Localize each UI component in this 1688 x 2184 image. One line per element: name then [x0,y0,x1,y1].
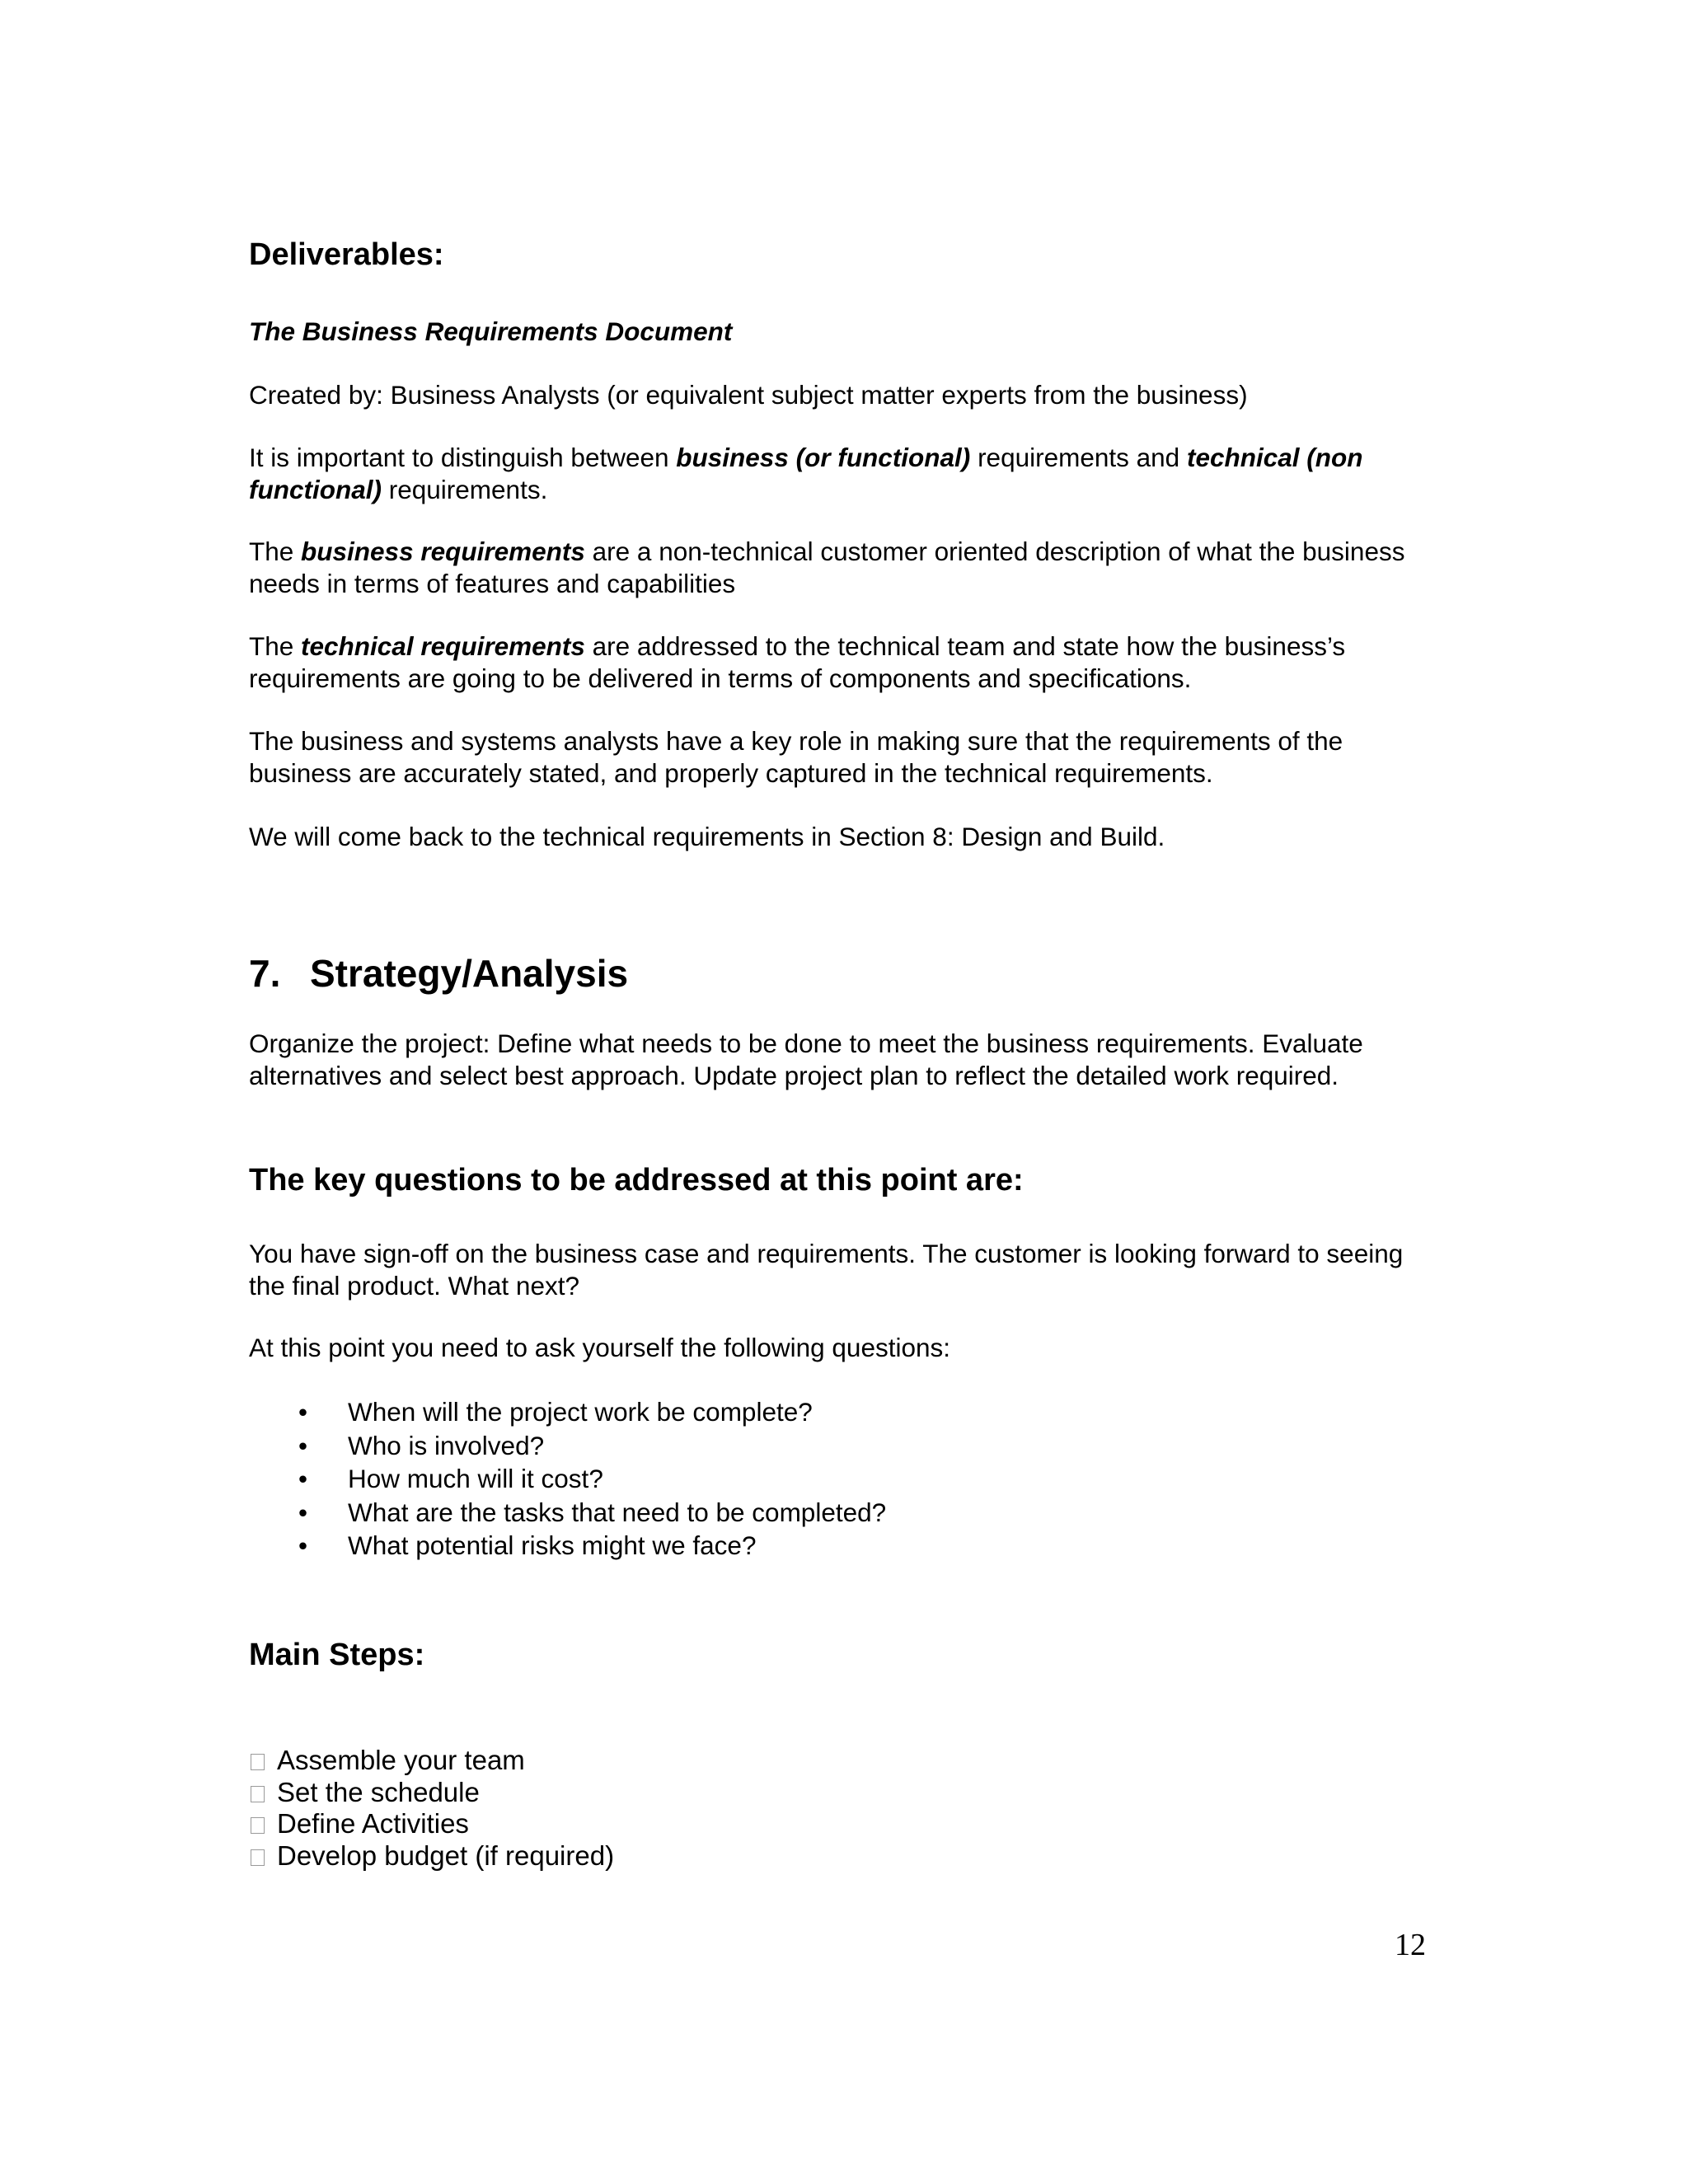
business-requirements-term: business requirements [301,537,585,566]
list-item [249,1529,1444,1563]
question-text: What potential risks might we face? [348,1530,757,1560]
section-title: Strategy/Analysis [310,952,629,995]
step-text: Develop budget (if required) [277,1840,615,1871]
document-title: The Business Requirements Document [249,316,733,346]
business-requirements-paragraph [249,536,1444,599]
checkbox-icon [251,1786,265,1802]
created-by-text: Created by: Business Analysts (or equivalent subject matter experts from the business) [249,380,1248,410]
functional-term: business (or functional) [676,443,971,472]
come-back-paragraph: We will come back to the technical requirements in Section 8: Design and Build. [249,822,1165,851]
non-functional-term: technical (non functional) [249,443,1363,504]
checkbox-icon [251,1849,265,1866]
sign-off-paragraph: You have sign-off on the business case and requirements. The customer is looking forward to seeing the final product. What next? [249,1239,1404,1301]
list-item [249,1745,1444,1777]
section-number: 7. [249,952,281,995]
business-req-post: are a non-technical customer oriented description of what the business needs in terms of features and capabilities [249,537,1405,598]
questions-list [249,1395,1444,1563]
key-questions-heading: The key questions to be addressed at this point are: [249,1163,1024,1197]
deliverables-heading: Deliverables: [249,237,444,272]
checkbox-icon [251,1817,265,1834]
technical-requirements-paragraph [249,630,1444,694]
step-text: Define Activities [277,1808,469,1839]
step-text: Assemble your team [277,1745,525,1775]
distinguish-mid: requirements and [970,443,1187,472]
question-text: Who is involved? [348,1430,545,1460]
section-intro-paragraph: Organize the project: Define what needs to be done to meet the business requirements. Evaluate alternatives and select best approach. Update project plan to reflect the detailed work required. [249,1029,1363,1090]
main-steps-heading: Main Steps: [249,1638,425,1672]
distinguish-pre: It is important to distinguish between [249,443,677,472]
question-text: How much will it cost? [348,1464,603,1493]
main-steps-list [249,1745,1444,1872]
document-page [249,0,1444,2184]
list-item [249,1462,1444,1496]
checkbox-icon [251,1754,265,1770]
question-text: When will the project work be complete? [348,1397,813,1427]
business-req-pre: The [249,537,302,566]
list-item [249,1777,1444,1809]
list-item [249,1840,1444,1872]
list-item [249,1395,1444,1429]
distinguish-post: requirements. [381,474,548,504]
page-number: 12 [1395,1928,1426,1962]
ask-yourself-paragraph: At this point you need to ask yourself the following questions: [249,1333,951,1362]
list-item [249,1808,1444,1840]
technical-req-post: are addressed to the technical team and state how the business’s requirements are going to be delivered in terms of components and specifications. [249,631,1346,693]
bullet-icon: • [298,1530,308,1560]
step-text: Set the schedule [277,1776,480,1807]
bullet-icon: • [298,1397,308,1427]
list-item [249,1429,1444,1463]
bullet-icon: • [298,1497,308,1527]
list-item [249,1496,1444,1530]
distinguish-paragraph [249,442,1444,505]
analysts-role-paragraph: The business and systems analysts have a key role in making sure that the requirements of the business are accurately stated, and properly captured in the technical requirements. [249,726,1343,788]
section-heading [249,951,1444,996]
bullet-icon: • [298,1430,308,1460]
bullet-icon: • [298,1464,308,1493]
question-text: What are the tasks that need to be completed? [348,1497,887,1527]
technical-requirements-term: technical requirements [301,631,585,661]
technical-req-pre: The [249,631,302,661]
